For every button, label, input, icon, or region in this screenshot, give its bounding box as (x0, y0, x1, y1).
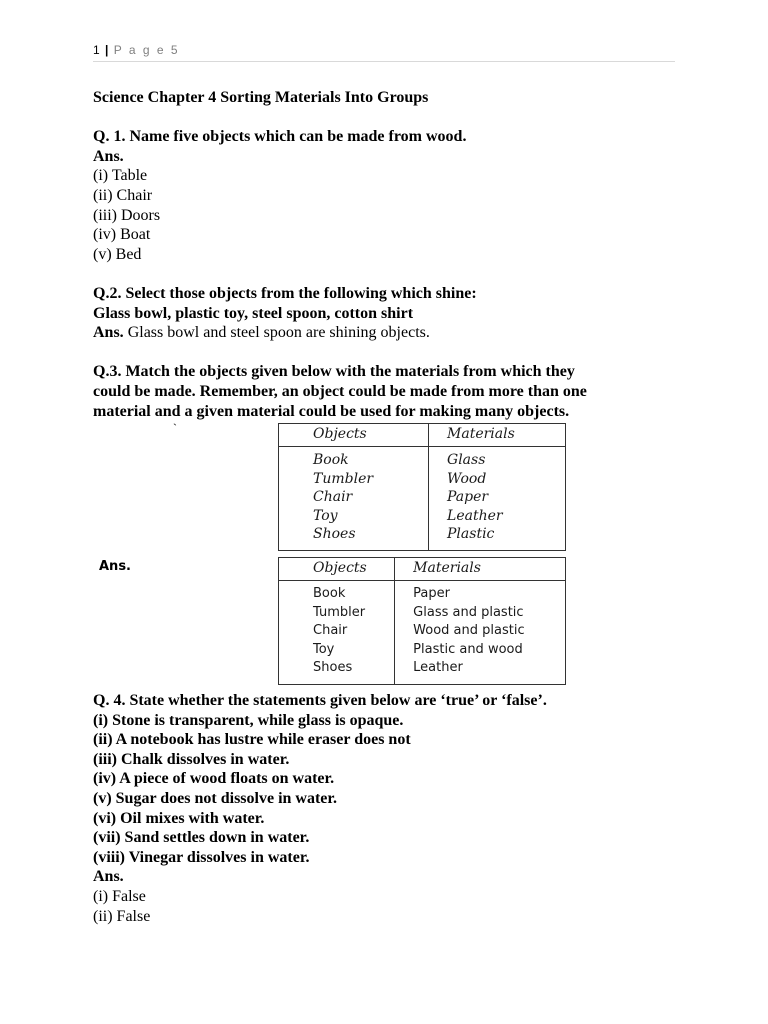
q4-statement: (viii) Vinegar dissolves in water. (93, 848, 310, 866)
document-title: Science Chapter 4 Sorting Materials Into Groups (93, 89, 429, 106)
material-cell: Leather (395, 659, 566, 684)
objects-header: Objects (279, 558, 395, 581)
q1-answer: (iv) Boat (93, 226, 151, 244)
table-row (279, 622, 566, 641)
object-cell: Shoes (313, 660, 353, 676)
objects-header: Objects (279, 424, 429, 447)
object-cell: Toy (313, 641, 335, 657)
table-row (279, 581, 566, 604)
q4-statement: (i) Stone is transparent, while glass is opaque. (93, 711, 404, 729)
object-cell: Chair (313, 623, 348, 639)
q4-statement: (vii) Sand settles down in water. (93, 829, 310, 847)
q2-ans-label: Ans. (93, 324, 124, 342)
table-row (279, 507, 566, 526)
q1-answer: (i) Table (93, 167, 148, 185)
table-row (279, 447, 566, 470)
object-cell: Chair (313, 489, 353, 506)
q3-ans-label: Ans. (99, 559, 131, 575)
q2-answer: Glass bowl and steel spoon are shining objects. (127, 324, 430, 342)
material-cell: Plastic and wood (395, 641, 566, 660)
table-row (279, 488, 566, 507)
materials-header: Materials (395, 558, 566, 581)
q2-answer-line (93, 323, 693, 343)
q3-tables (93, 423, 693, 681)
matching-table (278, 423, 566, 551)
q2-question-line1: Q.2. Select those objects from the following which shine: (93, 284, 477, 302)
table-row (279, 659, 566, 684)
q1-answer: (iii) Doors (93, 206, 161, 224)
material-cell: Paper (429, 488, 566, 507)
object-cell: Tumbler (313, 604, 366, 620)
q4-statement: (iv) A piece of wood floats on water. (93, 770, 335, 788)
q3-question-line2: could be made. Remember, an object could be made from more than one (93, 382, 587, 400)
material-cell: Leather (429, 507, 566, 526)
q4-statement: (vi) Oil mixes with water. (93, 809, 265, 827)
table-header-row (279, 558, 566, 581)
header-separator: | (105, 43, 109, 57)
material-cell: Plastic (429, 525, 566, 550)
q3-question-line3: material and a given material could be used for making many objects. (93, 402, 570, 420)
material-cell: Paper (395, 581, 566, 604)
object-cell: Toy (313, 507, 338, 524)
spacer (93, 264, 693, 284)
material-cell: Glass (429, 447, 566, 470)
object-cell: Book (313, 586, 346, 602)
page-header (93, 43, 675, 62)
table-header-row (279, 424, 566, 447)
q2-question-line2: Glass bowl, plastic toy, steel spoon, cotton shirt (93, 304, 414, 322)
q1-ans-label: Ans. (93, 147, 124, 165)
q1-answer: (ii) Chair (93, 186, 153, 204)
material-cell: Wood (429, 470, 566, 489)
material-cell: Wood and plastic (395, 622, 566, 641)
object-cell: Book (313, 452, 349, 469)
object-cell: Shoes (313, 526, 356, 543)
object-cell: Tumbler (313, 470, 374, 487)
table-row (279, 604, 566, 623)
q4-answer: (ii) False (93, 907, 151, 925)
table-row (279, 470, 566, 489)
q4-answer: (i) False (93, 888, 146, 906)
table-row (279, 641, 566, 660)
document-body (93, 88, 693, 926)
page-label: P a g e 5 (113, 43, 180, 57)
page-number: 1 (93, 43, 100, 57)
q3-question-line1: Q.3. Match the objects given below with the materials from which they (93, 363, 575, 381)
q4-statement: (ii) A notebook has lustre while eraser does not (93, 731, 411, 749)
stray-mark: ` (173, 421, 177, 436)
q4-ans-label: Ans. (93, 868, 124, 886)
q1-answer: (v) Bed (93, 245, 142, 263)
table-row (279, 525, 566, 550)
spacer (93, 108, 693, 128)
q1-question: Q. 1. Name five objects which can be made from wood. (93, 128, 467, 146)
spacer (93, 343, 693, 363)
answer-table (278, 557, 566, 685)
material-cell: Glass and plastic (395, 604, 566, 623)
materials-header: Materials (429, 424, 566, 447)
q4-statement: (iii) Chalk dissolves in water. (93, 750, 290, 768)
q4-question: Q. 4. State whether the statements given below are ‘true’ or ‘false’. (93, 692, 547, 710)
q4-statement: (v) Sugar does not dissolve in water. (93, 790, 338, 808)
